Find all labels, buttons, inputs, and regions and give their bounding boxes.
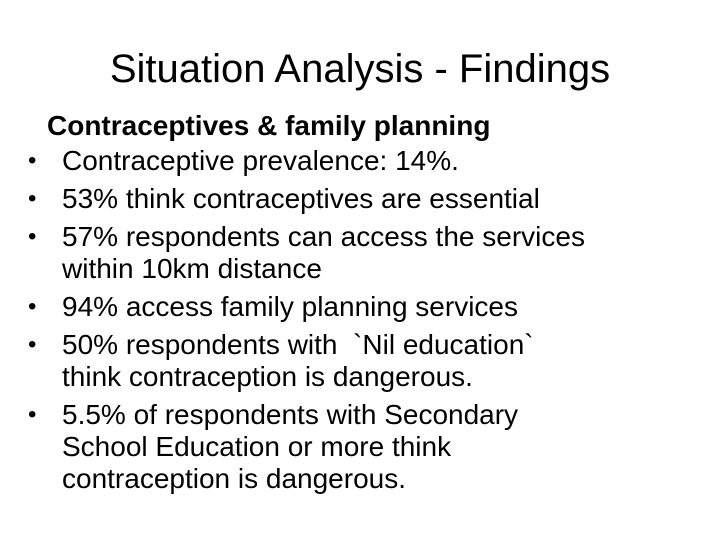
list-item-text: 53% think contraceptives are essential (62, 183, 540, 214)
list-item-text: contraception is dangerous. (62, 463, 406, 494)
list-item (28, 399, 698, 495)
list-item-text: Contraceptive prevalence: 14%. (62, 145, 459, 176)
list-item-text: 5.5% of respondents with Secondary (62, 399, 519, 430)
list-item-text: 94% access family planning services (62, 291, 518, 322)
bullet-icon: • (28, 223, 37, 250)
list-item (28, 145, 698, 177)
list-item (28, 221, 698, 285)
list-item-text: 50% respondents with `Nil education` (62, 329, 534, 360)
bullet-icon: • (28, 401, 37, 428)
list-item (28, 183, 698, 215)
list-item-text: within 10km distance (62, 253, 322, 284)
list-item-text: think contraception is dangerous. (62, 361, 473, 392)
bullet-icon: • (28, 293, 37, 320)
list-item (28, 291, 698, 323)
findings-list (28, 145, 698, 501)
list-item-text: 57% respondents can access the services (62, 221, 585, 252)
bullet-icon: • (28, 147, 37, 174)
bullet-icon: • (28, 185, 37, 212)
slide-title: Situation Analysis - Findings (109, 47, 611, 91)
list-item (28, 329, 698, 393)
section-subheading: Contraceptives & family planning (47, 110, 491, 141)
list-item-text: School Education or more think (62, 431, 452, 462)
bullet-icon: • (28, 331, 37, 358)
